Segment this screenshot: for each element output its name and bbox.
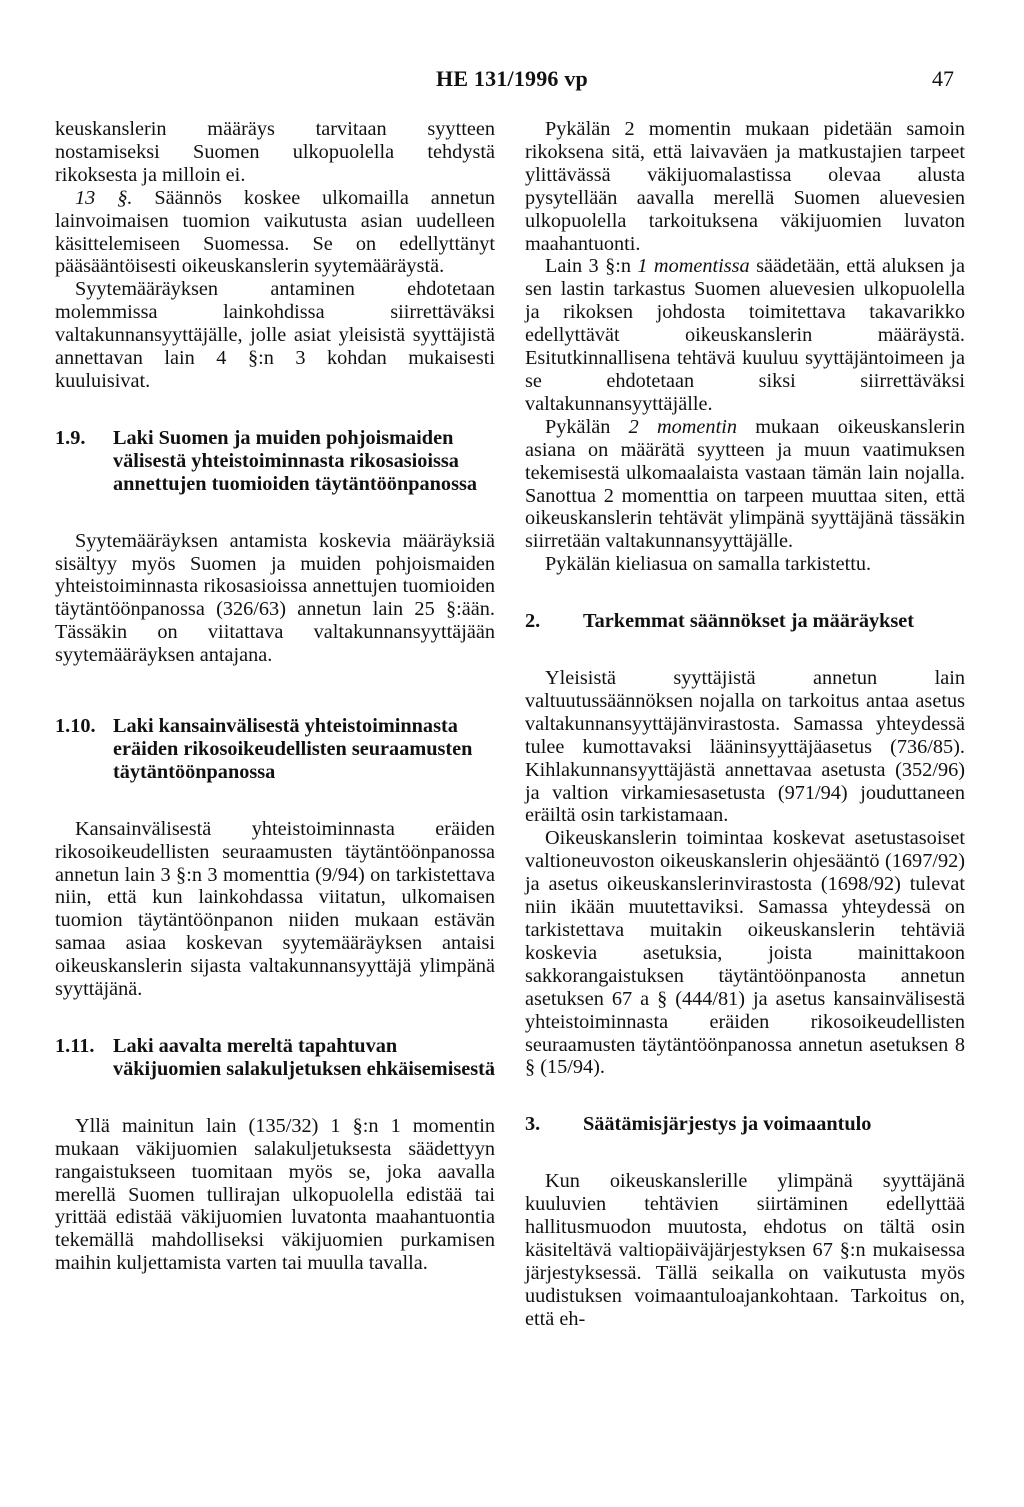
paragraph-text: Säännös koskee ulkomailla annetun lainvoimaisen tuomion vaikutusta asian uudelleen käsittelemiseen Suomessa. Se on edellyttänyt pääsääntöisesti oikeuskanslerin syytemääräystä.	[55, 186, 495, 278]
paragraph	[525, 416, 965, 553]
paragraph	[55, 187, 495, 279]
document-header-title: HE 131/1996 vp	[436, 66, 588, 91]
section-heading-1-9	[55, 427, 495, 496]
heading-title: Tarkemmat säännökset ja määräykset	[583, 610, 915, 633]
section-heading-1-10	[55, 715, 495, 784]
left-column	[55, 118, 495, 1275]
heading-number: 1.9.	[55, 426, 86, 449]
paragraph	[525, 255, 965, 415]
paragraph: Syytemääräyksen antaminen ehdotetaan molemmissa lainkohdissa siirrettäväksi valtakunnansyyttäjälle, jolle asiat yleisistä syyttäjistä annettavan lain 4 §:n 3 kohdan mukaisesti kuuluisivat.	[55, 278, 495, 392]
paragraph: Syytemääräyksen antamista koskevia määräyksiä sisältyy myös Suomen ja muiden pohjoismaiden yhteistoiminnasta rikosasioissa annettujen tuomioiden täytäntöönpanossa (326/63) annetun lain 25 §:ään. Tässäkin on viitattava valtakunnansyyttäjään syytemääräyksen antajana.	[55, 529, 495, 667]
paragraph: Yleisistä syyttäjistä annetun lain valtuutussäännöksen nojalla on tarkoitus antaa asetus valtakunnansyyttäjänvirastosta. Samassa yhteydessä tulee kumottavaksi lääninsyyttäjäasetus (736/85). Kihlakunnansyyttäjästä annettavaa asetusta (352/96) ja valtion virkamiesasetusta (971/94) jouduttaneen eräiltä osin tarkistamaan.	[525, 667, 965, 827]
heading-number: 1.10.	[55, 715, 96, 738]
emphasis: 1 momentissa	[637, 255, 750, 278]
paragraph: Kun oikeuskanslerille ylimpänä syyttäjänä kuuluvien tehtävien siirtäminen edellyttää hallitusmuodon muutosta, ehdotus on tältä osin käsiteltävä valtiopäiväjärjestyksen 67 §:n mukaisessa järjestyksessä. Tällä seikalla on vaikutusta myös uudistuksen voimaantuloajankohtaan. Tarkoitus on, että eh-	[525, 1170, 965, 1330]
paragraph: Oikeuskanslerin toimintaa koskevat asetustasoiset valtioneuvoston oikeuskanslerin ohjesääntö (1697/92) ja asetus oikeuskanslerinvirastosta (1698/92) tulevat niin ikään muutettaviksi. Samassa yhteydessä on tarkistettava muitakin oikeuskanslerin tehtäviä koskevia asetuksia, joista mainittakoon sakkorangaistuksen täytäntöönpanosta annetun asetuksen 67 a § (444/81) ja asetus kansainvälisestä yhteistoiminnasta eräiden rikosoikeudellisten seuraamusten täytäntöönpanossa annetun asetuksen 8 § (15/94).	[525, 827, 965, 1079]
emphasis: 2 momentin	[628, 415, 737, 438]
paragraph: Yllä mainitun lain (135/32) 1 §:n 1 momentin mukaan väkijuomien salakuljetuksesta säädettyyn rangaistukseen tuomitaan myös se, joka aavalla merellä Suomen tullirajan ulkopuolella edistää tai yrittää edistää väkijuomien luvatonta maahantuontia tekemällä mahdolliseksi väkijuomien purkamisen maihin kuljettamista varten tai muulla tavalla.	[55, 1114, 495, 1275]
paragraph-text: säädetään, että aluksen ja sen lastin tarkastus Suomen aluevesien ulkopuolella ja rikoksen johdosta toimitettava takavarikko edellyttävät oikeuskanslerin määräystä. Esitutkinnallisena tehtävä kuuluu syyttäjäntoimeen ja se ehdotetaan siksi siirrettäväksi valtakunnansyyttäjälle.	[525, 255, 966, 415]
heading-title: Laki Suomen ja muiden pohjoismaiden välisestä yhteistoiminnasta rikosasioissa annettujen tuomioiden täytäntöönpanossa	[113, 426, 477, 495]
paragraph: Pykälän kieliasua on samalla tarkistettu.	[545, 553, 872, 576]
section-heading-3	[525, 1113, 965, 1136]
section-heading-1-11	[55, 1035, 495, 1081]
heading-number: 2.	[525, 610, 541, 633]
paragraph-text: Pykälän	[545, 415, 629, 438]
heading-title: Säätämisjärjestys ja voimaantulo	[583, 1113, 872, 1136]
section-ref: 13 §.	[75, 186, 133, 209]
paragraph: keuskanslerin määräys tarvitaan syytteen nostamiseksi Suomen ulkopuolella tehdystä rikoksesta ja milloin ei.	[55, 118, 495, 186]
right-column	[525, 118, 965, 1331]
paragraph-text: mukaan oikeuskanslerin asiana on määrätä syytteen ja muun vaatimuksen tekemisestä ulkomaalaista vastaan tämän lain nojalla. Sanottua 2 momenttia on tarpeen muuttaa siten, että oikeuskanslerin tehtävät ylimpänä syyttäjänä tässäkin siirretään valtakunnansyyttäjälle.	[525, 415, 965, 553]
paragraph: Kansainvälisestä yhteistoiminnasta eräiden rikosoikeudellisten seuraamusten täytäntöönpanossa annetun lain 3 §:n 3 momenttia (9/94) on tarkistettava niin, että kun lainkohdassa viitatun, ulkomaisen tuomion täytäntöönpanon niiden mukaan estävän samaa asiaa koskevan syytemääräyksen antaisi oikeuskanslerin sijasta valtakunnansyyttäjä ylimpänä syyttäjänä.	[55, 817, 495, 1001]
heading-title: Laki kansainvälisestä yhteistoiminnasta eräiden rikosoikeudellisten seuraamusten täytäntöönpanossa	[113, 715, 473, 783]
heading-title: Laki aavalta mereltä tapahtuvan väkijuomien salakuljetuksen ehkäisemisestä	[113, 1035, 496, 1080]
paragraph: Pykälän 2 momentin mukaan pidetään samoin rikoksena sitä, että laivaväen ja matkustajien tarpeet ylittävässä väkijuomalastissa olevaa alusta pysytellään aavalla merellä Suomen aluevesien ulkopuolella tarkoituksena väkijuomien luvaton maahantuonti.	[525, 118, 965, 255]
page-number: 47	[932, 66, 954, 91]
heading-number: 3.	[525, 1113, 541, 1136]
section-heading-2	[525, 610, 965, 633]
heading-number: 1.11.	[55, 1035, 95, 1057]
paragraph-text: Lain 3 §:n	[545, 255, 638, 278]
